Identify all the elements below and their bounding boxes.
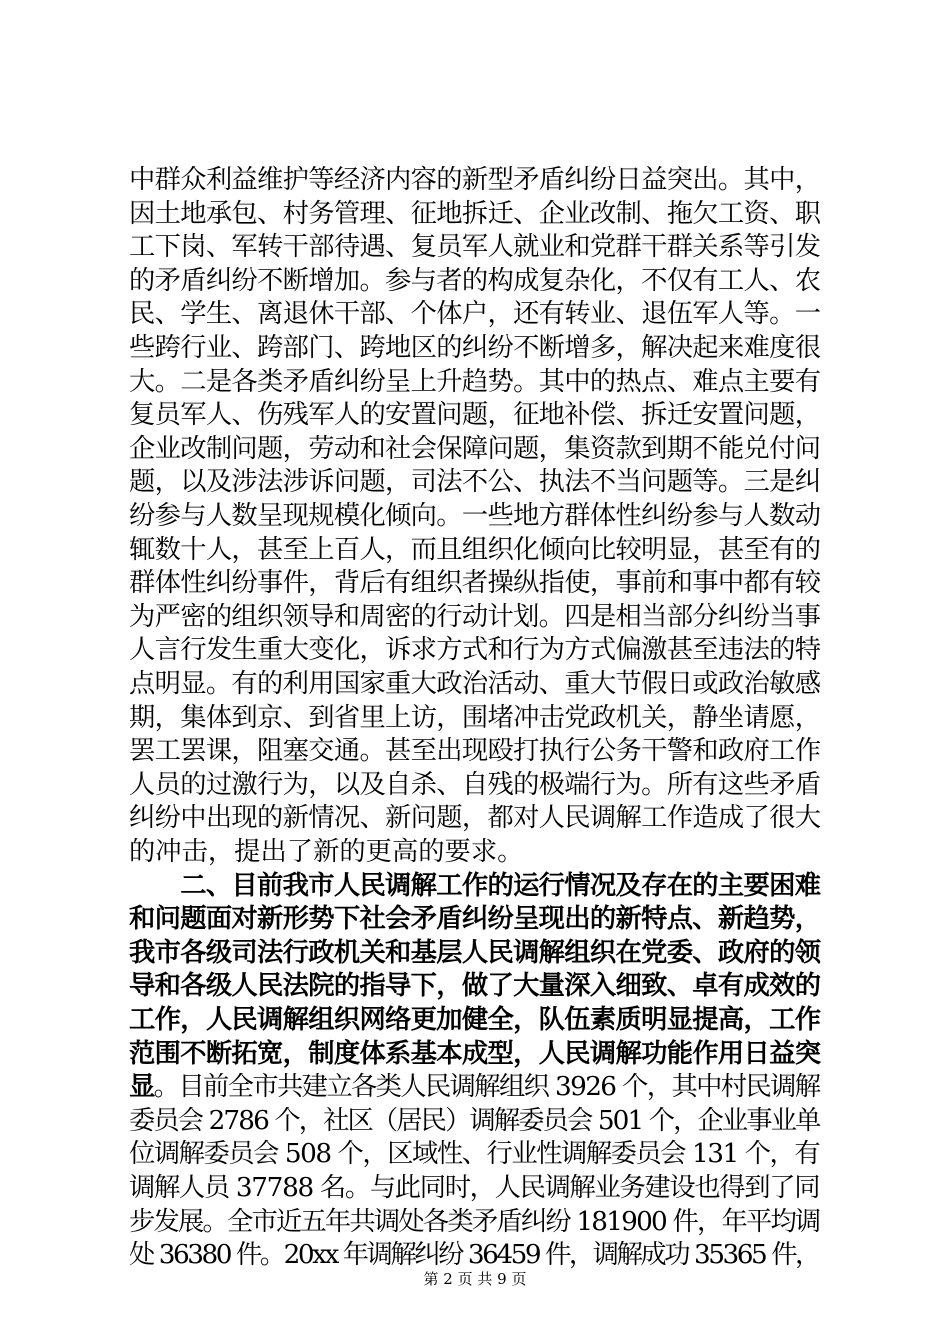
text-line: 步发展。全市近五年共调处各类矛盾纠纷 181900 件，年平均调 <box>129 1206 820 1237</box>
text-line: 导和各级人民法院的指导下，做了大量深入细致、卓有成效的 <box>129 970 821 1002</box>
text-line: 中群众利益维护等经济内容的新型矛盾纠纷日益突出。其中， <box>129 165 821 195</box>
text-line: 大。二是各类矛盾纠纷呈上升趋势。其中的热点、难点主要有 <box>129 366 821 397</box>
text-line: 罢工罢课，阻塞交通。甚至出现殴打执行公务干警和政府工作 <box>129 736 821 767</box>
text-line: 些跨行业、跨部门、跨地区的纠纷不断增多，解决起来难度很 <box>129 333 821 363</box>
text-line: 二、目前我市人民调解工作的运行情况及存在的主要困难 <box>129 869 821 901</box>
text-line: 委员会 2786 个，社区（居民）调解委员会 501 个，企业事业单 <box>129 1105 820 1136</box>
text-line: 群体性纠纷事件，背后有组织者操纵指使，事前和事中都有较 <box>129 568 821 599</box>
text-line: 人员的过激行为，以及自杀、自残的极端行为。所有这些矛盾 <box>129 769 821 800</box>
text-line: 题，以及涉法涉诉问题，司法不公、执法不当问题等。三是纠 <box>129 467 821 498</box>
text-line: 期，集体到京、到省里上访，围堵冲击党政机关，静坐请愿， <box>129 702 821 733</box>
text-line: 因土地承包、村务管理、征地拆迁、企业改制、拖欠工资、职 <box>129 198 821 229</box>
text-line: 点明显。有的利用国家重大政治活动、重大节假日或政治敏感 <box>129 669 821 699</box>
text-line: 人言行发生重大变化，诉求方式和行为方式偏激甚至违法的特 <box>129 635 821 666</box>
text-line: 工作，人民调解组织网络更加健全，队伍素质明显提高，工作 <box>129 1004 821 1035</box>
text-line: 和问题面对新形势下社会矛盾纠纷呈现出的新特点、新趋势， <box>129 903 821 935</box>
text-line: 的冲击，提出了新的更高的要求。 <box>129 837 524 867</box>
text-line: 的矛盾纠纷不断增加。参与者的构成复杂化，不仅有工人、农 <box>129 265 821 296</box>
text-line: 处 36380 件。20xx 年调解纠纷 36459 件，调解成功 35365 件， <box>129 1240 819 1271</box>
text-line: 我市各级司法行政机关和基层人民调解组织在党委、政府的领 <box>129 936 821 968</box>
text-line: 纷参与人数呈现规模化倾向。一些地方群体性纠纷参与人数动 <box>129 501 821 531</box>
text-line: 为严密的组织领导和周密的行动计划。四是相当部分纠纷当事 <box>129 601 821 632</box>
text-line: 复员军人、伤残军人的安置问题，征地补偿、拆迁安置问题， <box>129 400 821 431</box>
text-line: 辄数十人，甚至上百人，而且组织化倾向比较明显，甚至有的 <box>129 534 821 565</box>
text-line: 工下岗、军转干部待遇、复员军人就业和党群干群关系等引发 <box>129 232 821 263</box>
bold-prefix: 显 <box>129 1071 154 1103</box>
text-line: 调解人员 37788 名。与此同时，人民调解业务建设也得到了同 <box>129 1173 820 1203</box>
text-line: 纠纷中出现的新情况、新问题，都对人民调解工作造成了很大 <box>129 803 821 834</box>
text-line <box>129 1071 829 1103</box>
text-line: 企业改制问题，劳动和社会保障问题，集资款到期不能兑付问 <box>129 433 821 464</box>
text-line: 位调解委员会 508 个，区域性、行业性调解委员会 131 个，有 <box>129 1139 820 1170</box>
page-footer: 第 2 页 共 9 页 <box>423 1270 527 1288</box>
text-line: 民、学生、离退休干部、个体户，还有转业、退伍军人等。一 <box>129 299 821 330</box>
line-remainder: 。目前全市共建立各类人民调解组织 3926 个，其中村民调解 <box>153 1072 820 1103</box>
text-line: 范围不断拓宽，制度体系基本成型，人民调解功能作用日益突 <box>129 1037 821 1069</box>
